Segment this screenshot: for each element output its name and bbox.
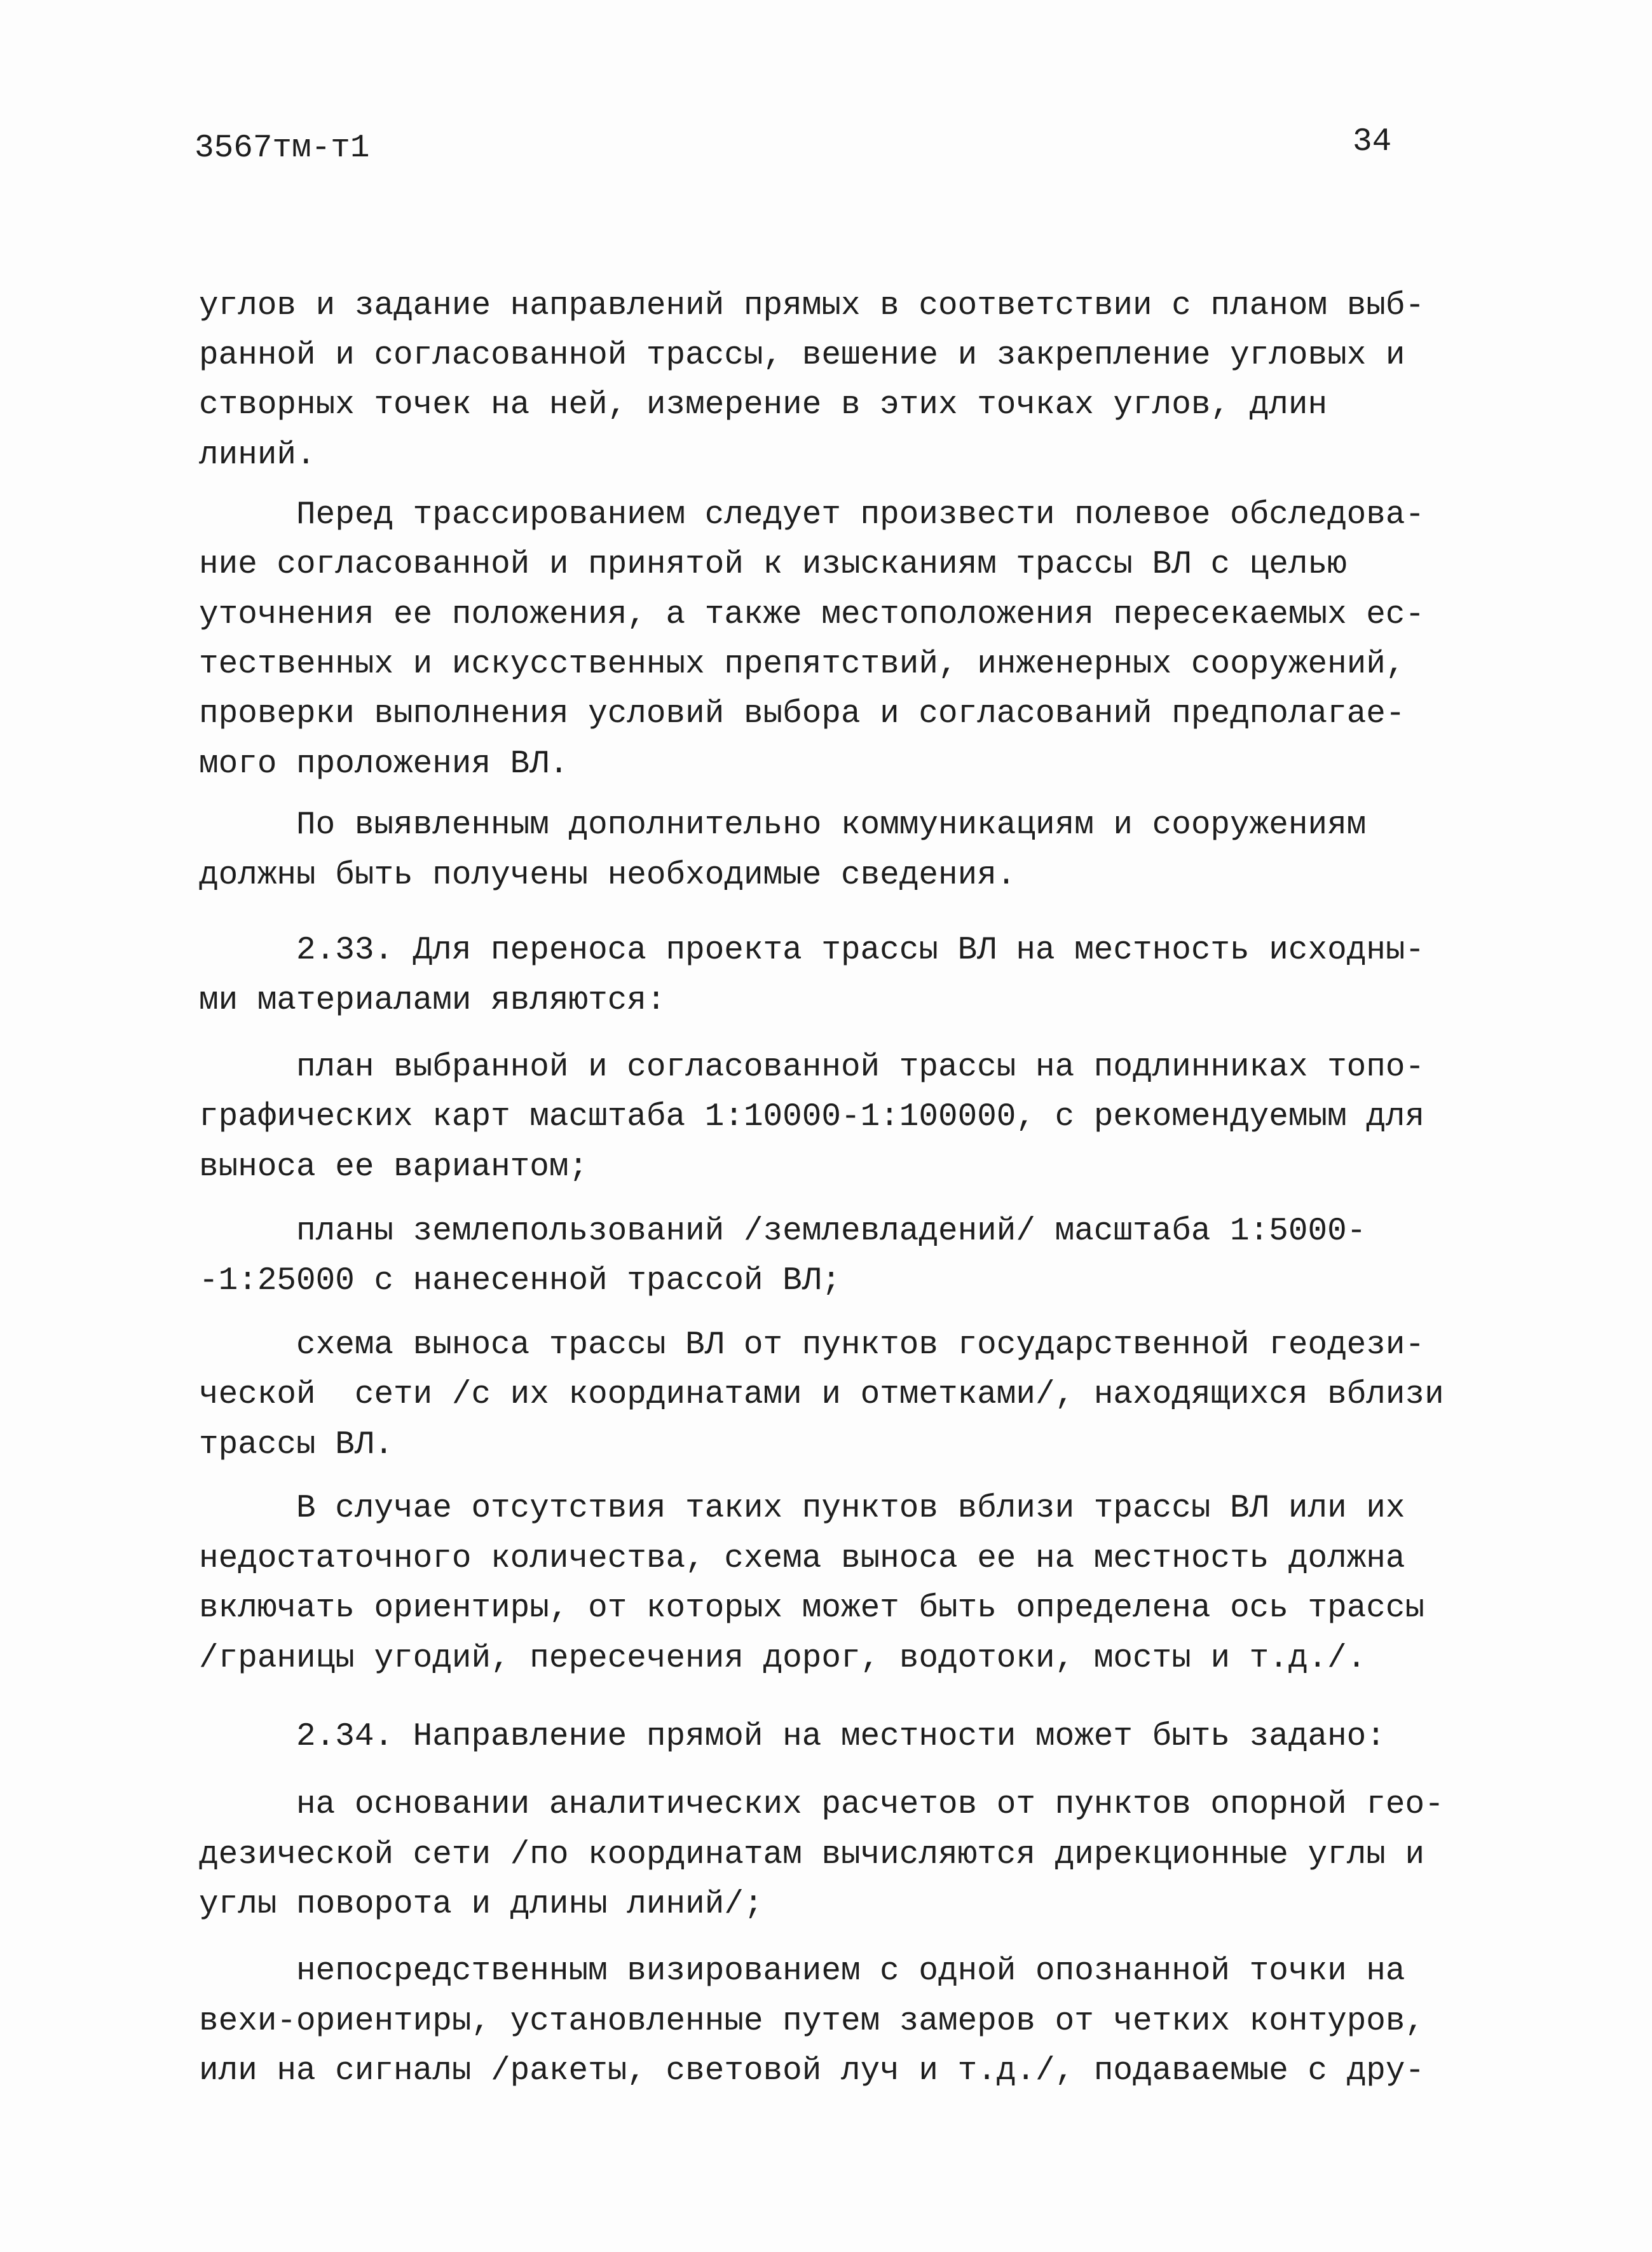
text-line: или на сигналы /ракеты, световой луч и т.д./, подаваемые с дру- [199, 2053, 1425, 2089]
text-line: проверки выполнения условий выбора и согласований предполагае- [199, 696, 1405, 732]
text-line: углы поворота и длины линий/; [199, 1887, 763, 1923]
text-line: планы землепользований /землевладений/ масштаба 1:5000- [296, 1213, 1367, 1250]
text-line: створных точек на ней, измерение в этих точках углов, длин [199, 387, 1328, 423]
text-line: ческой сети /с их координатами и отметками/, находящихся вблизи [199, 1377, 1444, 1413]
text-line: -1:25000 с нанесенной трассой ВЛ; [199, 1263, 841, 1299]
text-line: недостаточного количества, схема выноса ее на местность должна [199, 1541, 1405, 1577]
text-line: уточнения ее положения, а также местоположения пересекаемых ес- [199, 597, 1425, 633]
text-line: графических карт масштаба 1:10000-1:100000, с рекомендуемым для [199, 1099, 1425, 1135]
text-line: выноса ее вариантом; [199, 1149, 589, 1185]
text-line: По выявленным дополнительно коммуникациям и сооружениям [296, 807, 1367, 843]
text-line: тественных и искусственных препятствий, инженерных сооружений, [199, 646, 1405, 683]
document-code: 3567тм-т1 [195, 130, 370, 167]
text-line: 2.33. Для переноса проекта трассы ВЛ на местность исходны- [296, 932, 1425, 969]
text-line: схема выноса трассы ВЛ от пунктов государственной геодези- [296, 1327, 1425, 1363]
text-line: дезической сети /по координатам вычисляются дирекционные углы и [199, 1837, 1425, 1873]
text-line: ранной и согласованной трассы, вешение и закрепление угловых и [199, 338, 1405, 374]
text-line: на основании аналитических расчетов от пунктов опорной гео- [296, 1787, 1444, 1823]
text-line: мого проложения ВЛ. [199, 746, 569, 782]
text-line: углов и задание направлений прямых в соответствии с планом выб- [199, 288, 1425, 324]
text-line: В случае отсутствия таких пунктов вблизи трассы ВЛ или их [296, 1491, 1405, 1527]
text-line: ми материалами являются: [199, 983, 666, 1019]
text-line: вехи-ориентиры, установленные путем замеров от четких контуров, [199, 2003, 1425, 2040]
text-line: трассы ВЛ. [199, 1427, 394, 1463]
page-number: 34 [1353, 124, 1392, 160]
text-line: линий. [199, 437, 316, 474]
text-line: включать ориентиры, от которых может быть определена ось трассы [199, 1590, 1425, 1627]
text-line: должны быть получены необходимые сведения. [199, 857, 1016, 894]
text-line: 2.34. Направление прямой на местности может быть задано: [296, 1719, 1386, 1755]
text-line: план выбранной и согласованной трассы на подлинниках топо- [296, 1049, 1425, 1086]
text-line: /границы угодий, пересечения дорог, водотоки, мосты и т.д./. [199, 1641, 1367, 1677]
text-line: непосредственным визированием с одной опознанной точки на [296, 1953, 1405, 1989]
text-line: ние согласованной и принятой к изысканиям трассы ВЛ с целью [199, 547, 1347, 583]
text-line: Перед трассированием следует произвести полевое обследова- [296, 497, 1425, 533]
